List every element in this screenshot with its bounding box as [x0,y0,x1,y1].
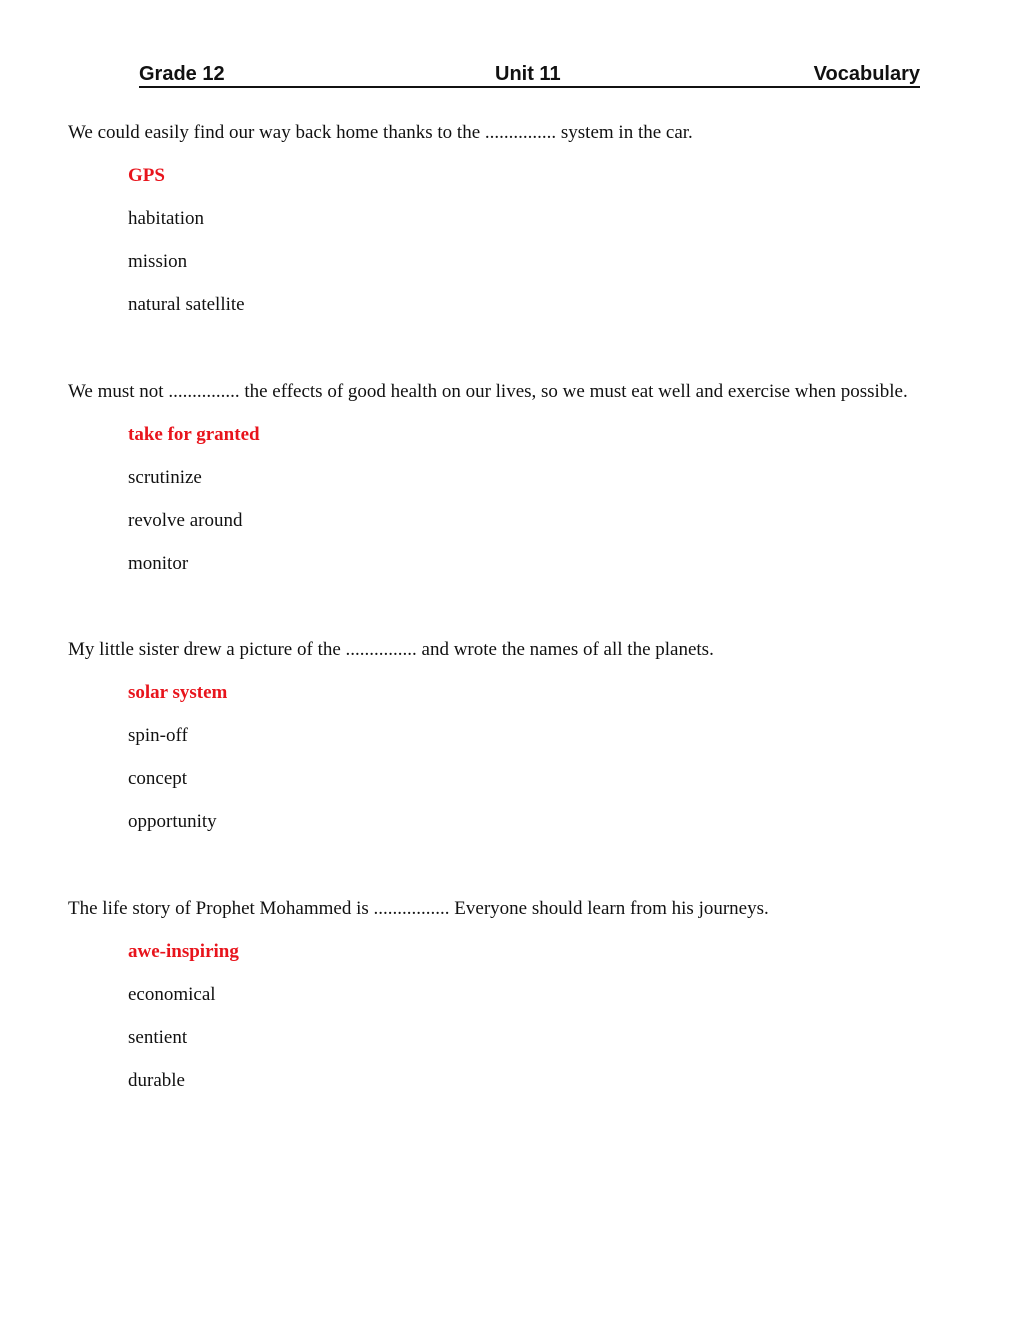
option-list [68,681,968,834]
question-text: We must not ............... the effects of good health on our lives, so we must eat well and exercise when possible. [68,381,908,402]
question-text: My little sister drew a picture of the ............... and wrote the names of all the planets. [68,639,714,660]
option: opportunity [128,811,217,832]
option-correct: take for granted [128,424,260,445]
option: revolve around [128,510,243,531]
option: economical [128,984,216,1005]
topic-label: Vocabulary [813,63,920,85]
question-2 [68,380,968,576]
option-correct: awe-inspiring [128,941,239,962]
question-1 [68,121,968,317]
option: natural satellite [128,294,245,315]
question-4 [68,897,968,1093]
option: mission [128,251,188,272]
question-text: The life story of Prophet Mohammed is ................ Everyone should learn from his journeys. [68,898,769,919]
option: monitor [128,553,189,574]
question-text: We could easily find our way back home thanks to the ............... system in the car. [68,122,693,143]
option: durable [128,1070,185,1091]
option-list [68,940,968,1093]
option-list [68,423,968,576]
question-3 [68,638,968,834]
option-correct: solar system [128,682,228,703]
option-correct: GPS [128,165,165,186]
option: spin-off [128,725,188,746]
option: scrutinize [128,467,202,488]
option: sentient [128,1027,188,1048]
page-header [139,62,920,88]
option: habitation [128,208,204,229]
option-list [68,164,968,317]
option: concept [128,768,188,789]
grade-label: Grade 12 [139,63,225,85]
unit-label: Unit 11 [495,63,561,85]
